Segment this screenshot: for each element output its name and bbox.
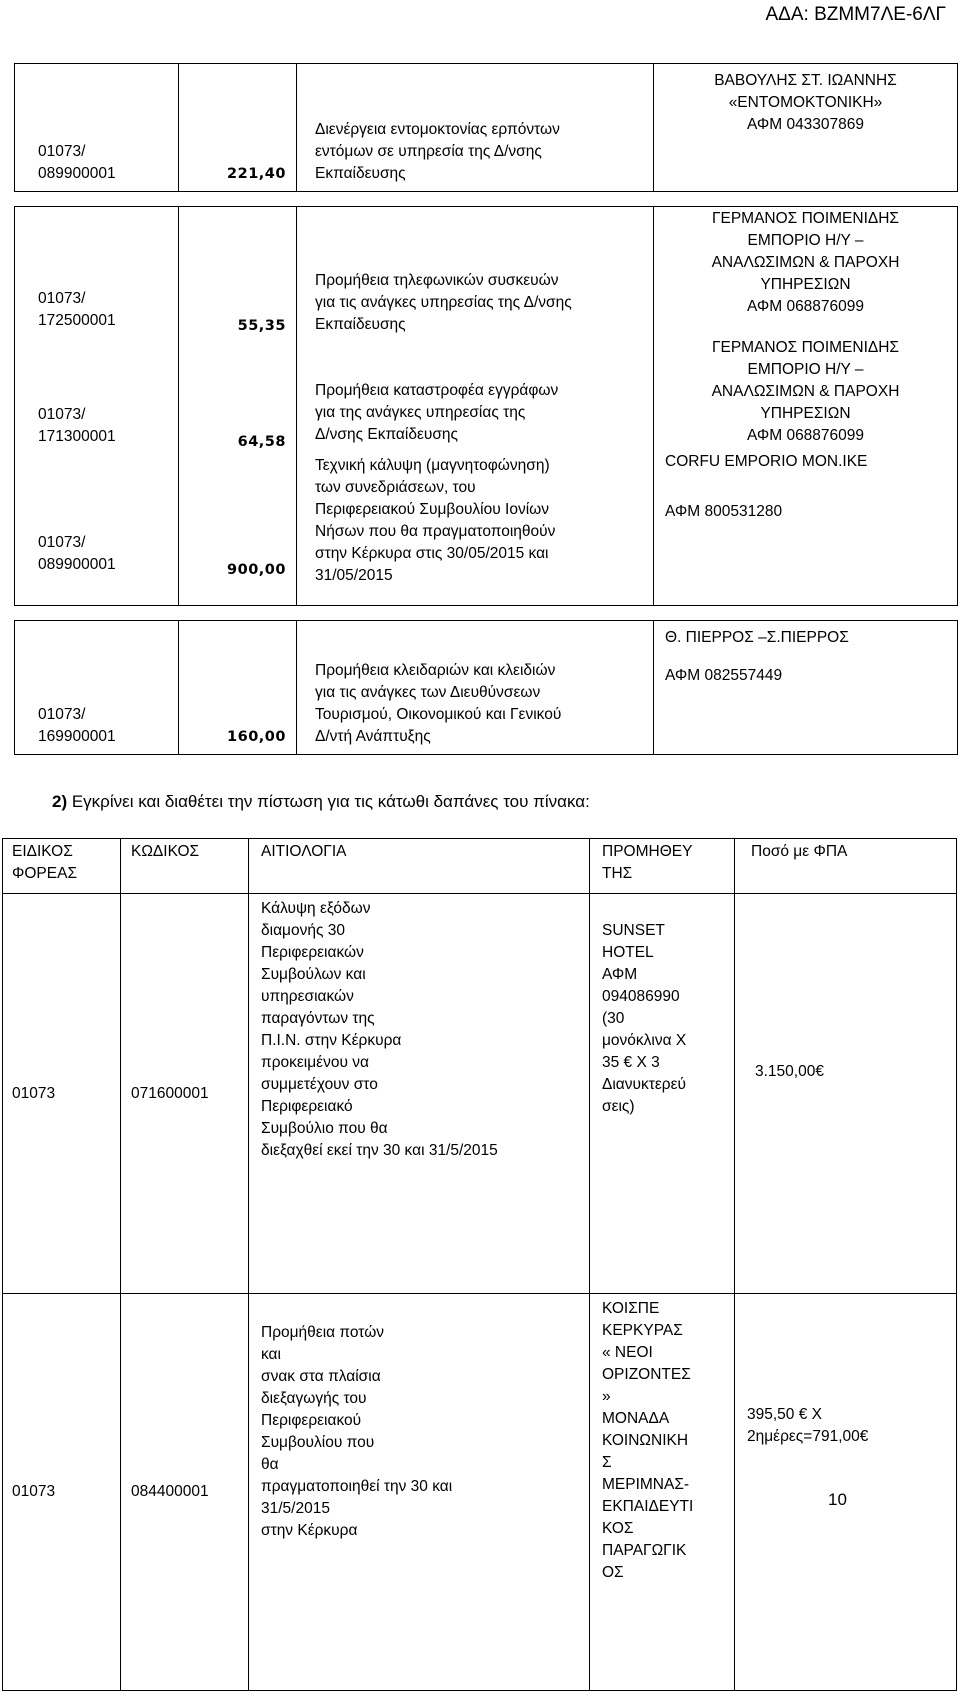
table-row [15, 64, 958, 192]
page-number: 10 [828, 1490, 847, 1509]
paragraph-2: 2) Εγκρίνει και διαθέτει την πίστωση για τις κάτωθι δαπάνες του πίνακα: [52, 792, 590, 811]
supplier-cell: ΚΟΙΣΠΕ ΚΕΡΚΥΡΑΣ « ΝΕΟΙ ΟΡΙΖΟΝΤΕΣ » ΜΟΝΑΔΑ ΚΟΙΝΩΝΙΚΗ Σ ΜΕΡΙΜΝΑΣ- ΕΚΠΑΙΔΕΥΤΙ ΚΟΣ ΠΑΡΑΓΩΓΙΚ ΟΣ [590, 1294, 735, 1691]
amount-cell: 221,40 [179, 64, 297, 192]
justification-cell: Κάλυψη εξόδων διαμονής 30 Περιφερειακών Συμβούλων και υπηρεσιακών παραγόντων της Π.Ι.Ν. στην Κέρκυρα προκειμένου να συμμετέχουν στο Περιφερειακό Συμβούλιο που θα διεξαχθεί εκεί την 30 και 31/5/2015 [249, 894, 590, 1294]
approved-expenses-table [2, 838, 957, 1691]
table-header-row [3, 839, 957, 894]
header-supplier: ΠΡΟΜΗΘΕΥ ΤΗΣ [590, 839, 735, 894]
amount-cell: 55,35 64,58 900,00 [179, 207, 297, 606]
table-row [3, 894, 957, 1294]
header-code: ΚΩΔΙΚΟΣ [121, 839, 249, 894]
code-cell: 01073/ 089900001 [15, 64, 179, 192]
description-cell: Διενέργεια εντομοκτονίας ερπόντων εντόμων σε υπηρεσία της Δ/νσης Εκπαίδευσης [297, 64, 654, 192]
justification-cell: Προμήθεια ποτών και σνακ στα πλαίσια διεξαγωγής του Περιφερειακού Συμβουλίου που θα πραγματοποιηθεί την 30 και 31/5/2015 στην Κέρκυρα [249, 1294, 590, 1691]
supplier-cell: ΓΕΡΜΑΝΟΣ ΠΟΙΜΕΝΙΔΗΣ ΕΜΠΟΡΙΟ Η/Υ – ΑΝΑΛΩΣΙΜΩΝ & ΠΑΡΟΧΗ ΥΠΗΡΕΣΙΩΝ ΑΦΜ 068876099 ΓΕΡΜΑΝΟΣ ΠΟΙΜΕΝΙΔΗΣ ΕΜΠΟΡΙΟ Η/Υ – ΑΝΑΛΩΣΙΜΩΝ & ΠΑΡΟΧΗ ΥΠΗΡΕΣΙΩΝ ΑΦΜ 068876099 CORFU EMPORIO MON.IKE ΑΦΜ 800531280 [654, 207, 958, 606]
code-cell: 01073/ 172500001 01073/ 171300001 01073/ 089900001 [15, 207, 179, 606]
header-justification: ΑΙΤΙΟΛΟΓΙΑ [249, 839, 590, 894]
amount-cell: 160,00 [179, 621, 297, 755]
amount-cell: 3.150,00€ [735, 894, 957, 1294]
supplier-cell: SUNSET HOTEL ΑΦΜ 094086990 (30 μονόκλινα Χ 35 € Χ 3 Διανυκτερεύ σεις) [590, 894, 735, 1294]
body-cell: 01073 [3, 1294, 121, 1691]
supplier-cell: ΒΑΒΟΥΛΗΣ ΣΤ. ΙΩΑΝΝΗΣ «ΕΝΤΟΜΟΚΤΟΝΙΚΗ» ΑΦΜ 043307869 [654, 64, 958, 192]
description-cell: Προμήθεια τηλεφωνικών συσκευών για τις ανάγκες υπηρεσίας της Δ/νσης Εκπαίδευσης Προμήθεια καταστροφέα εγγράφων για της ανάγκες υπηρεσίας της Δ/νσης Εκπαίδευσης Τεχνική κάλυψη (μαγνητοφώνηση) των συνεδριάσεων, του Περιφερειακού Συμβουλίου Ιονίων Νήσων που θα πραγματοποιηθούν στην Κέρκυρα στις 30/05/2015 και 31/05/2015 [297, 207, 654, 606]
table-row-spacer [15, 606, 958, 621]
amount-cell: 395,50 € Χ 2ημέρες=791,00€ [735, 1294, 957, 1691]
supplier-cell: Θ. ΠΙΕΡΡΟΣ –Σ.ΠΙΕΡΡΟΣ ΑΦΜ 082557449 [654, 621, 958, 755]
code-cell: 071600001 [121, 894, 249, 1294]
table-row [15, 621, 958, 755]
description-cell: Προμήθεια κλειδαριών και κλειδιών για τις ανάγκες των Διευθύνσεων Τουρισμού, Οικονομικού και Γενικού Δ/ντή Ανάπτυξης [297, 621, 654, 755]
header-special-body: ΕΙΔΙΚΟΣ ΦΟΡΕΑΣ [3, 839, 121, 894]
header-amount: Ποσό με ΦΠΑ [735, 839, 957, 894]
code-cell: 01073/ 169900001 [15, 621, 179, 755]
ada-header: ΑΔΑ: ΒΖΜΜ7ΛΕ-6ΛΓ [765, 4, 946, 25]
table-row [15, 207, 958, 606]
table-row [3, 1294, 957, 1691]
code-cell: 084400001 [121, 1294, 249, 1691]
top-expenses-table [14, 63, 958, 755]
body-cell: 01073 [3, 894, 121, 1294]
table-row-spacer [15, 192, 958, 207]
